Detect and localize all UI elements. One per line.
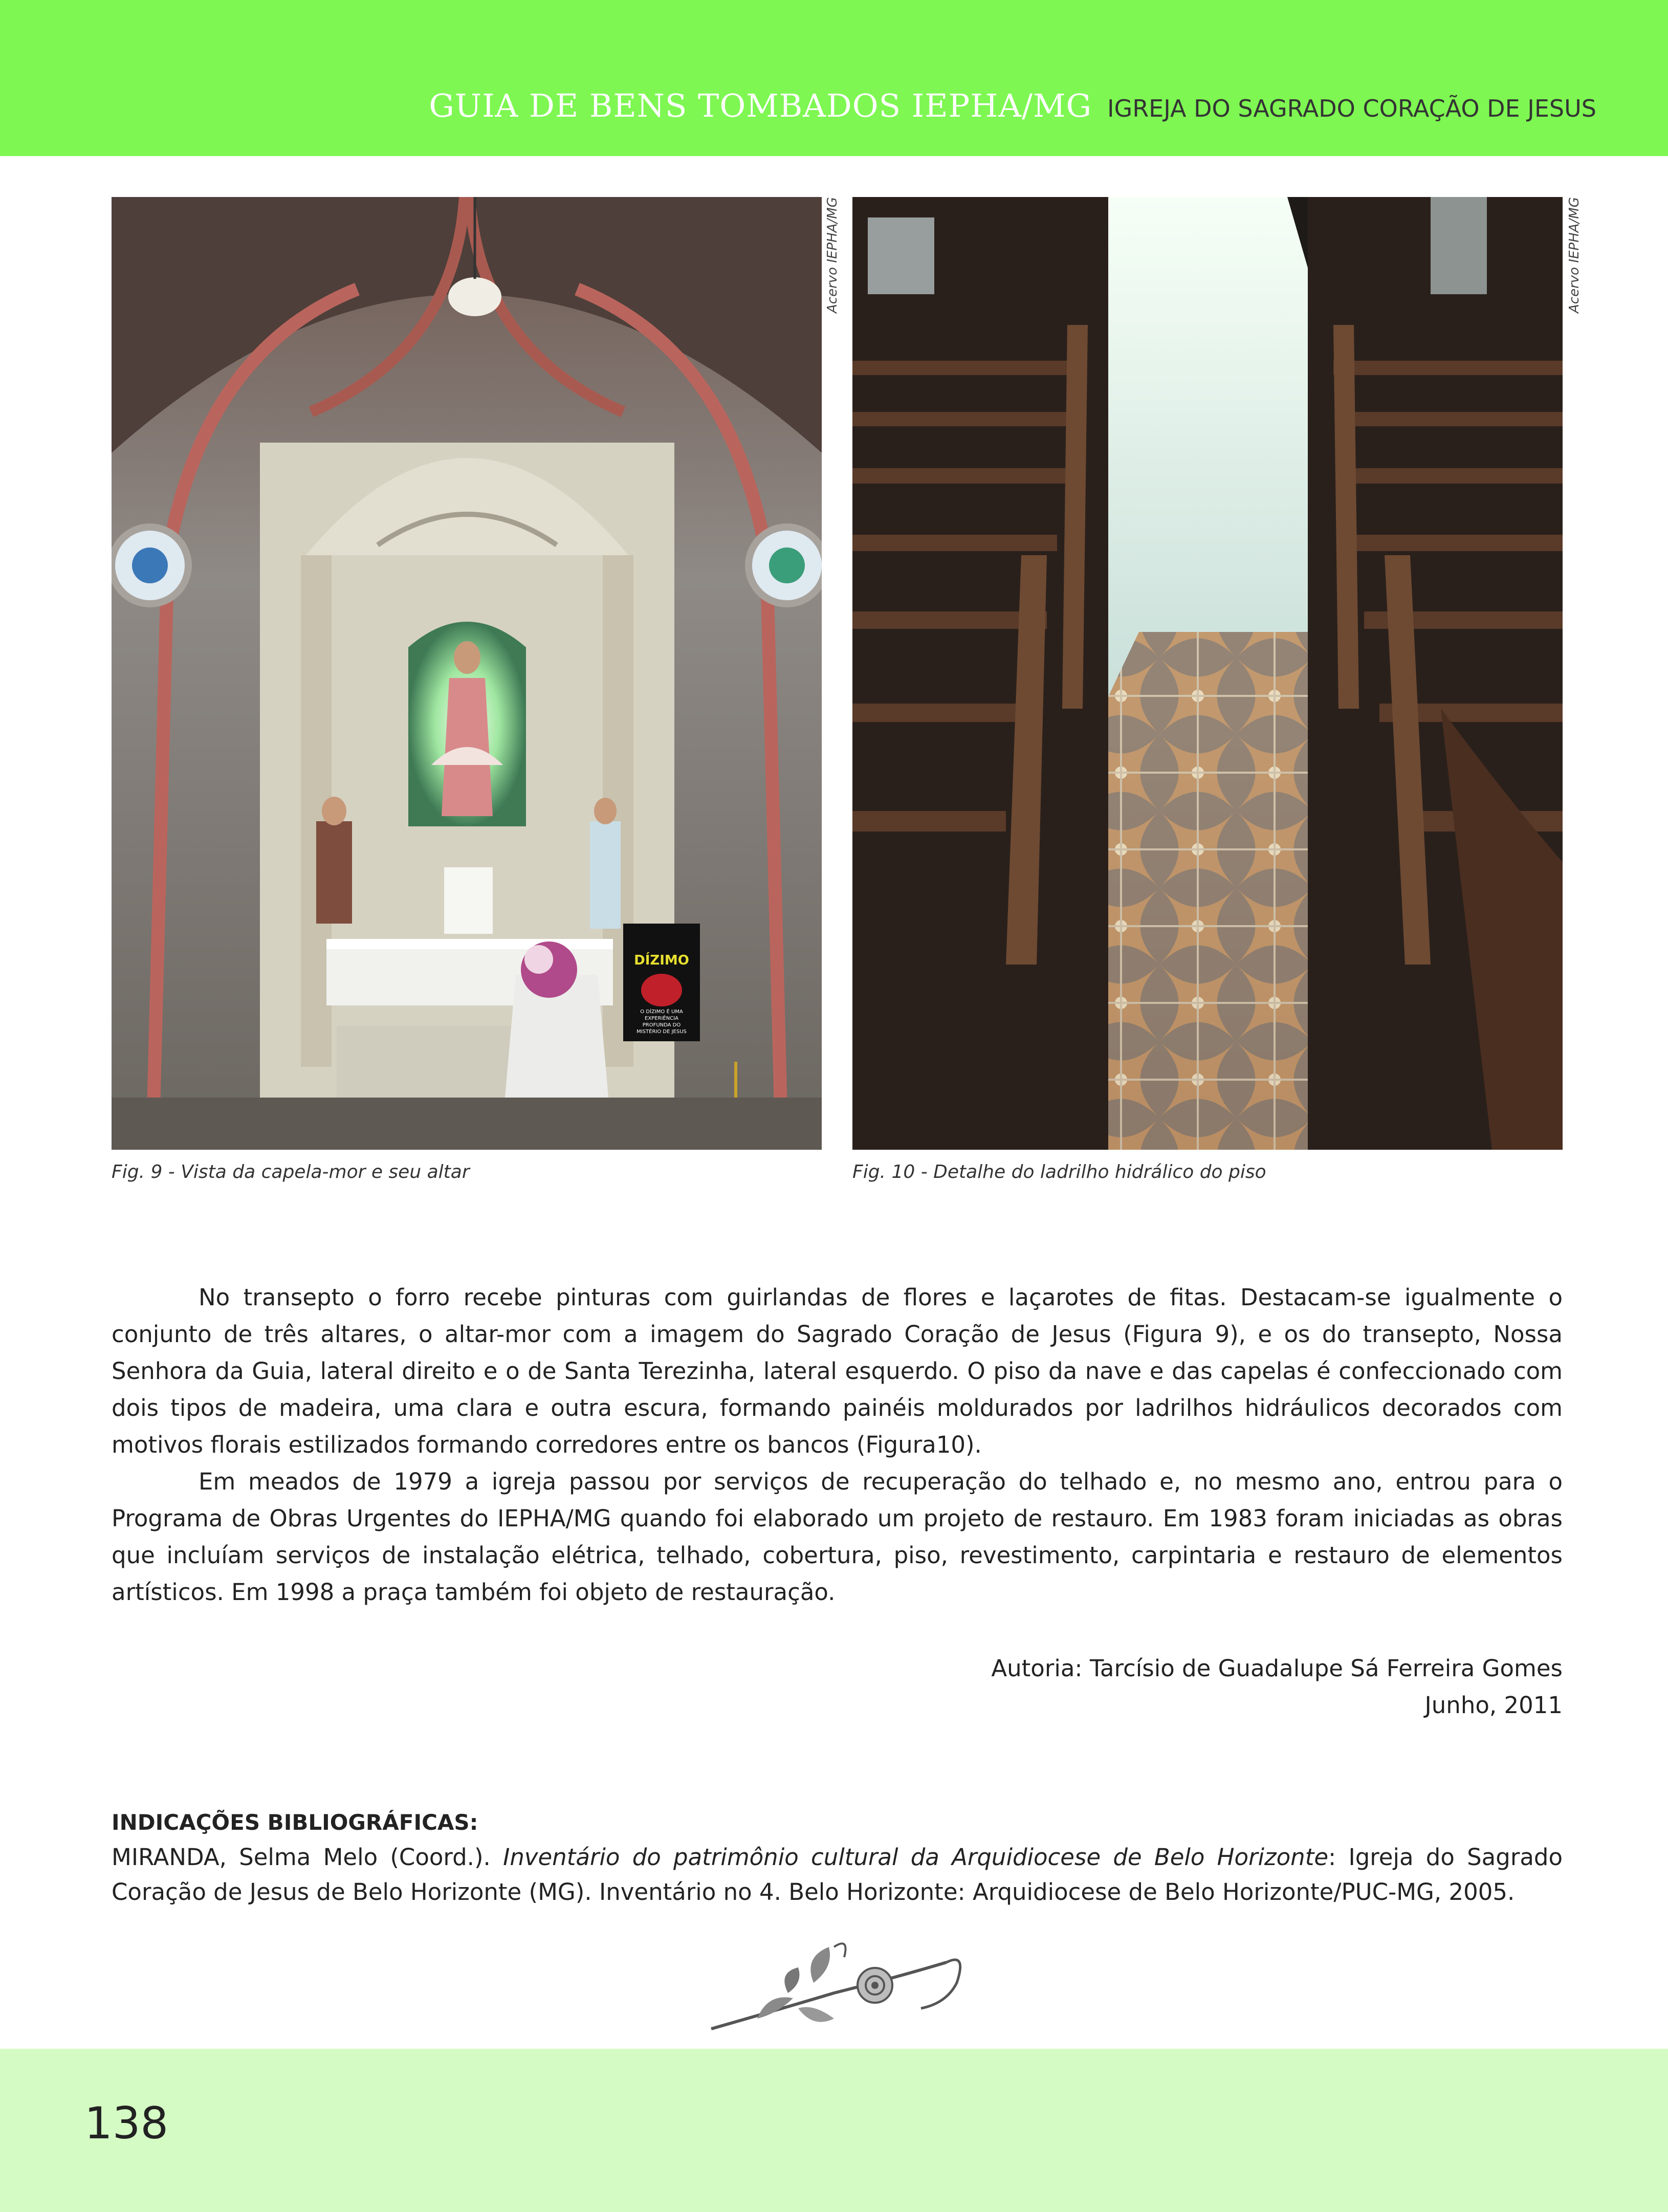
header-title: GUIA DE BENS TOMBADOS IEPHA/MG [429, 87, 1092, 124]
entry-rest: : Igreja do Sagrado Coração de Jesus de Belo Horizonte (MG). Inventário no 4. Belo Horizonte: Arquidiocese de Belo Horizonte/PUC-MG, 2005. [112, 1844, 1563, 1906]
figure-9-caption: Fig. 9 - Vista da capela-mor e seu altar [112, 1162, 470, 1182]
page-header [0, 0, 1668, 156]
body-paragraph-2: Em meados de 1979 a igreja passou por serviços de recuperação do telhado e, no mesmo ano, entrou para o Programa de Obras Urgentes do IEPHA/MG quando foi elaborado um projeto de restauro. Em 1983 foram iniciadas as obras que incluíam serviços de instalação elétrica, telhado, cobertura, piso, revestimento, carpintaria e restauro de elementos artísticos. Em 1998 a praça também foi objeto de restauração. [112, 1468, 1563, 1606]
sign-line-2: EXPERIÊNCIA [645, 1016, 678, 1021]
tile-floor-image [852, 197, 1563, 1150]
sign-line-3: PROFUNDA DO [642, 1022, 681, 1028]
header-text [429, 87, 1596, 124]
rose-ornament-icon [681, 1932, 987, 2044]
figure-10-credit: Acervo IEPHA/MG [1567, 197, 1582, 313]
figure-9-photo [112, 197, 822, 1150]
sign-line-4: MISTÉRIO DE JESUS [637, 1029, 687, 1035]
header-subtitle: IGREJA DO SAGRADO CORAÇÃO DE JESUS [1107, 95, 1596, 122]
authorship-block [991, 1650, 1563, 1724]
date-line: Junho, 2011 [1424, 1692, 1563, 1719]
bibliography-title: INDICAÇÕES BIBLIOGRÁFICAS: [112, 1810, 478, 1835]
body-paragraph-1: No transepto o forro recebe pinturas com guirlandas de flores e laçarotes de fitas. Destacam-se igualmente o conjunto de três altares, o altar-mor com a imagem do Sagrado Coração de Jesus (Figura 9), e os do transepto, Nossa Senhora da Guia, lateral direito e o de Santa Terezinha, lateral esquerdo. O piso da nave e das capelas é confeccionado com dois tipos de madeira, uma clara e outra escura, formando painéis moldurados por ladrilhos hidráulicos decorados com motivos florais estilizados formando corredores entre os bancos (Figura10). [112, 1284, 1563, 1458]
bibliography [112, 1805, 1563, 1910]
page-number: 138 [84, 2098, 169, 2149]
entry-title: Inventário do patrimônio cultural da Arquidiocese de Belo Horizonte [503, 1844, 1329, 1871]
page-footer [0, 2049, 1668, 2212]
figure-10-photo [852, 197, 1563, 1150]
chancel-altar-image [112, 197, 822, 1150]
bibliography-entry [112, 1840, 1563, 1910]
figure-10-caption: Fig. 10 - Detalhe do ladrilho hidrálico do piso [852, 1162, 1266, 1182]
body-text [112, 1279, 1563, 1611]
entry-author: MIRANDA, Selma Melo (Coord.). [112, 1844, 491, 1871]
sign-title: DÍZIMO [634, 953, 689, 968]
author-line: Autoria: Tarcísio de Guadalupe Sá Ferreira Gomes [991, 1655, 1563, 1682]
sign-line-1: O DÍZIMO É UMA [640, 1009, 683, 1015]
figure-9-credit: Acervo IEPHA/MG [825, 197, 840, 313]
